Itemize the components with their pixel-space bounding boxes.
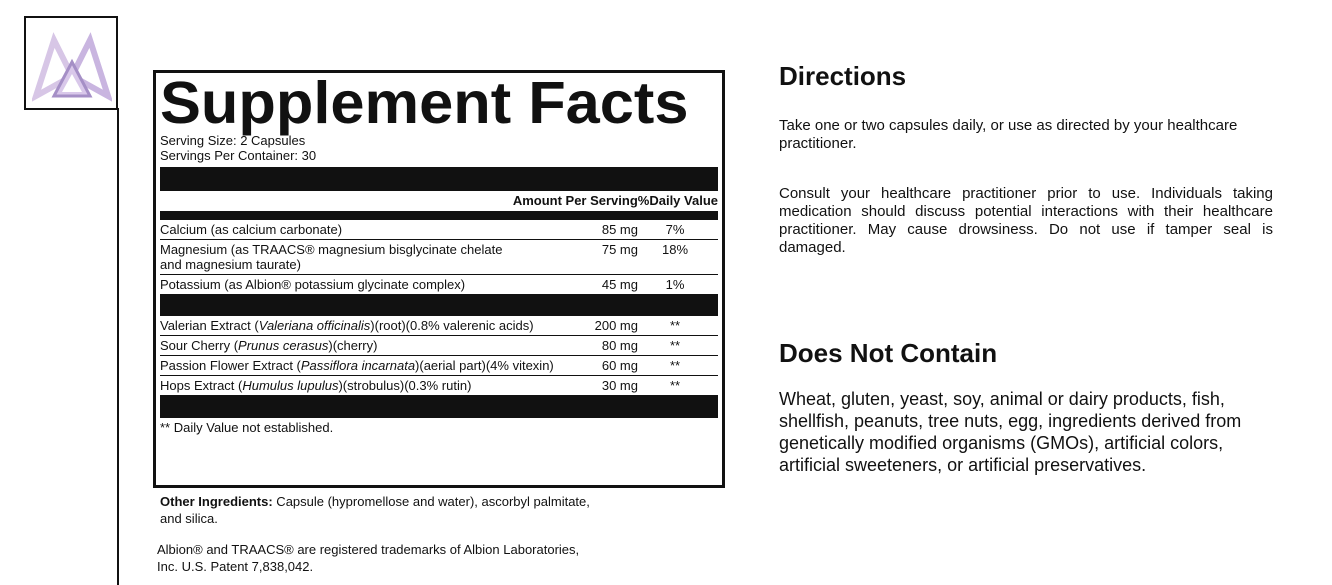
does-not-contain-title: Does Not Contain: [779, 338, 998, 368]
facts-header-row: [160, 191, 718, 220]
facts-title: Supplement Facts: [160, 70, 689, 136]
trademark-notice: Albion® and TRAACS® are registered trademarks of Albion Laboratories, Inc. U.S. Patent 7,838,042.: [157, 542, 580, 574]
nutrient-row: Magnesium (as TRAACS® magnesium bisglycinate chelate and magnesium taurate) 75 mg 18%: [160, 240, 718, 275]
does-not-contain-text: Wheat, gluten, yeast, soy, animal or dairy products, fish, shellfish, peanuts, tree nuts, egg, ingredients derived from genetically modified organisms (GMOs), artificial colors, artificial sweeteners, or artificial preservatives.: [779, 389, 1242, 475]
servings-per-container: Servings Per Container: 30: [160, 148, 317, 163]
nutrient-row: Potassium (as Albion® potassium glycinate complex) 45 mg 1%: [160, 277, 685, 292]
footnote: ** Daily Value not established.: [160, 417, 718, 436]
divider-bar: [160, 167, 718, 191]
ingredient-row: Sour Cherry (Prunus cerasus)(cherry) 80 mg **: [160, 336, 718, 356]
nutrient-row: Calcium (as calcium carbonate) 85 mg 7%: [160, 220, 718, 240]
brand-logo[interactable]: [24, 16, 118, 110]
header-amount: Amount Per Serving: [512, 193, 638, 208]
supplement-facts-panel: [153, 70, 725, 488]
ingredient-row: Passion Flower Extract (Passiflora incarnata)(aerial part)(4% vitexin) 60 mg **: [160, 356, 718, 376]
other-ingredients: Other Ingredients: Capsule (hypromellose and water), ascorbyl palmitate, and silica.: [160, 494, 590, 526]
divider-bar: [160, 395, 718, 417]
ingredient-row: Hops Extract (Humulus lupulus)(strobulus)(0.3% rutin) 30 mg **: [160, 378, 681, 393]
ingredient-row: Valerian Extract (Valeriana officinalis)(root)(0.8% valerenic acids) 200 mg **: [160, 316, 718, 336]
divider-bar: [160, 294, 718, 316]
directions-text: Take one or two capsules daily, or use as directed by your healthcare practitioner.: [779, 117, 1238, 152]
directions-title: Directions: [779, 61, 907, 91]
divider-line: [117, 108, 119, 585]
mountain-logo-icon: [32, 26, 112, 102]
warning-text: Consult your healthcare practitioner prior to use. Individuals taking medication should discuss potential interactions with their healthcare practitioner. May cause drowsiness. Do not use if tamper seal is damaged.: [779, 185, 1273, 256]
serving-size: Serving Size: 2 Capsules: [160, 133, 306, 148]
header-dv: %Daily Value: [637, 193, 718, 208]
